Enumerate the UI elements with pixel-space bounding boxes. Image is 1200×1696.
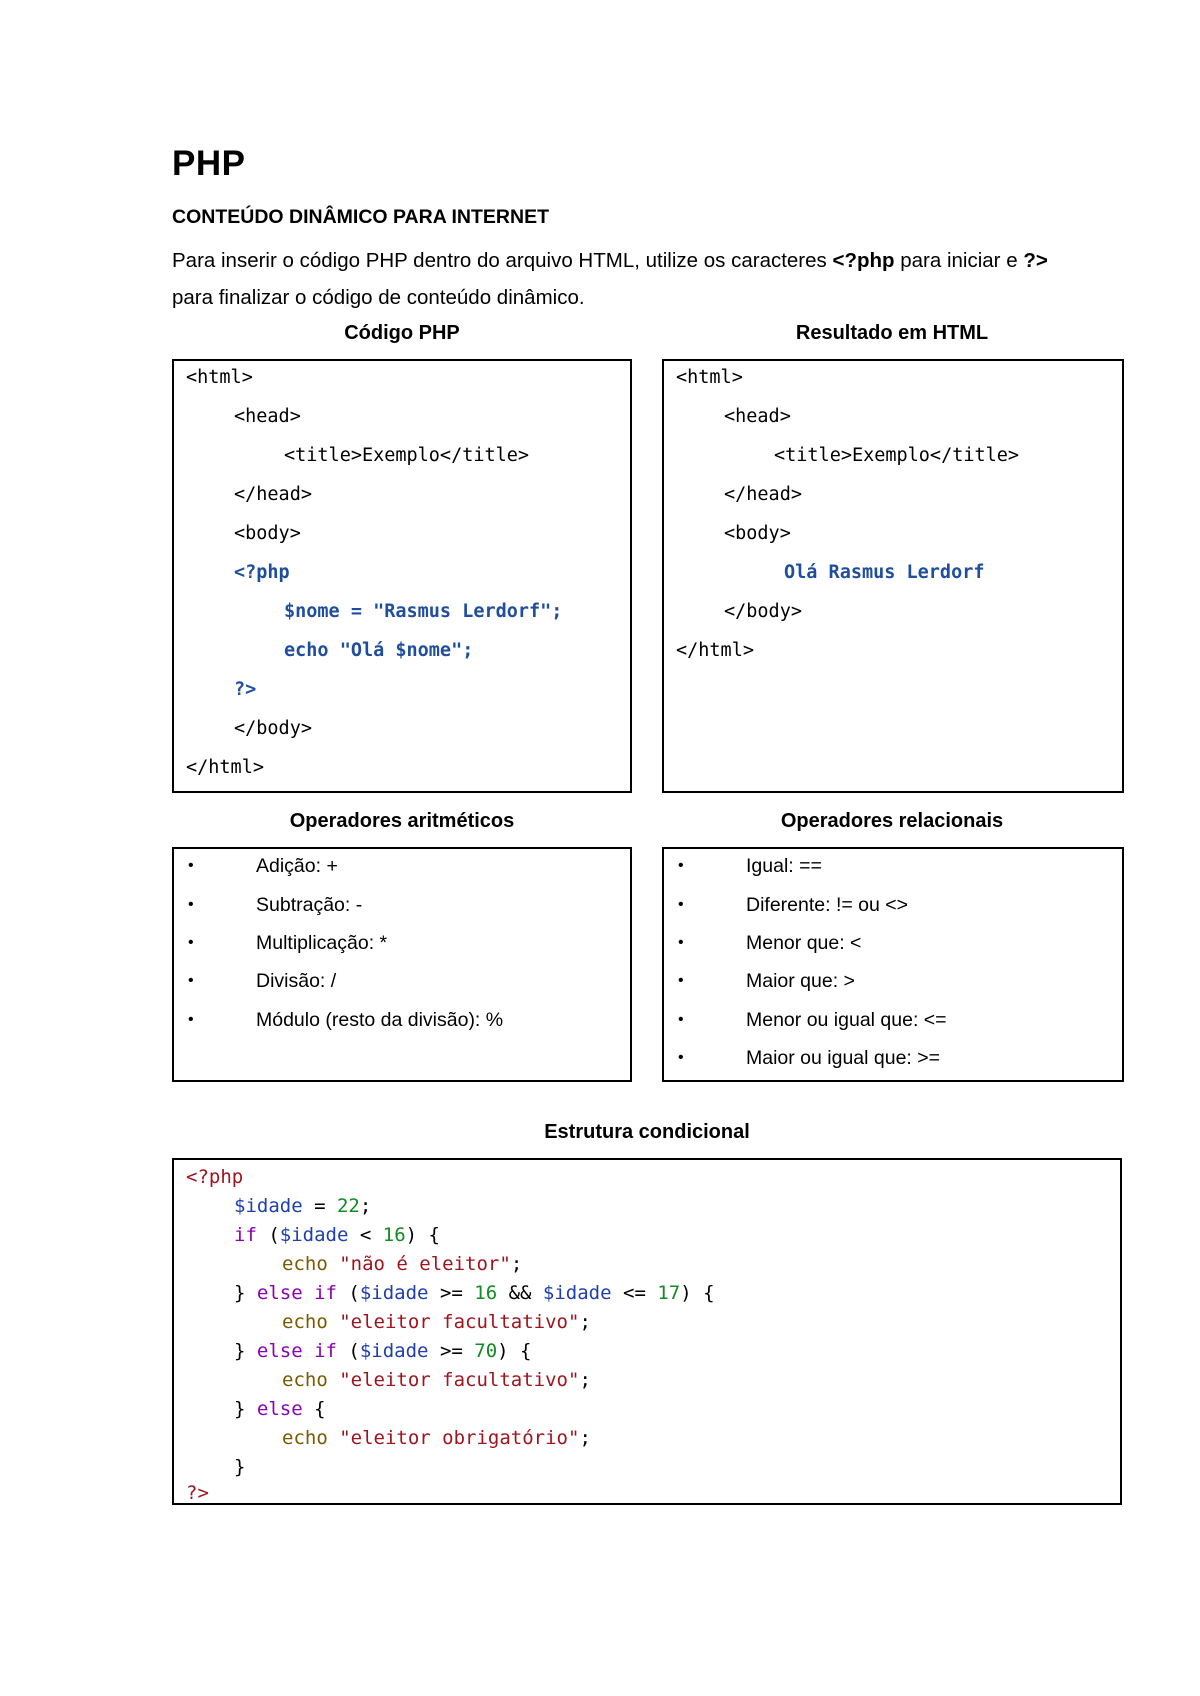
php-code-caption: Código PHP: [344, 322, 460, 344]
code-line: <html>: [186, 367, 253, 388]
code-line-php: ?>: [234, 679, 257, 700]
relational-operators-box: [662, 847, 1124, 1082]
bullet: •: [188, 1011, 194, 1028]
page-subtitle: CONTEÚDO DINÂMICO PARA INTERNET: [172, 206, 549, 228]
list-item-text: Igual: ==: [746, 855, 822, 877]
code-op: &&: [497, 1282, 543, 1304]
code-keyword: if: [234, 1224, 257, 1246]
code-op: <=: [611, 1282, 658, 1304]
list-item-text: Adição: +: [256, 855, 338, 877]
code-line: <body>: [234, 523, 301, 544]
result-line: <head>: [724, 406, 791, 427]
cond-line: if ($idade < 16) {: [234, 1224, 440, 1246]
code-var: $idade: [359, 1340, 429, 1362]
cond-line: [282, 1427, 591, 1449]
list-item-text: Módulo (resto da divisão): %: [256, 1009, 504, 1031]
code-number: 17: [657, 1282, 681, 1304]
conditional-caption: Estrutura condicional: [544, 1121, 750, 1143]
code-number: 70: [474, 1340, 498, 1362]
html-result-box: [662, 359, 1124, 793]
bullet: •: [678, 1011, 684, 1028]
bullet: •: [188, 896, 194, 913]
code-string: "eleitor facultativo": [339, 1369, 580, 1391]
code-number: 22: [336, 1195, 360, 1217]
php-code-box: [172, 359, 632, 793]
intro-open-tag: <?php: [832, 249, 895, 272]
list-item-text: Menor que: <: [746, 932, 862, 954]
intro-close-tag: ?>: [1023, 249, 1048, 272]
intro-text-2: para iniciar e: [894, 249, 1024, 272]
arithmetic-operators-box: [172, 847, 632, 1082]
result-line: </body>: [724, 601, 802, 622]
code-keyword: echo: [282, 1369, 328, 1391]
code-number: 16: [382, 1224, 406, 1246]
arithmetic-caption: Operadores aritméticos: [289, 810, 515, 832]
result-line: <body>: [724, 523, 791, 544]
code-keyword: echo: [282, 1311, 328, 1333]
code-punct: ;: [359, 1195, 372, 1217]
list-item-text: Maior que: >: [746, 970, 855, 992]
code-punct: ;: [579, 1427, 591, 1449]
code-line: <title>Exemplo</title>: [284, 445, 530, 466]
code-keyword: else if: [256, 1282, 337, 1304]
code-op: >=: [428, 1340, 475, 1362]
cond-line: [186, 1166, 243, 1188]
code-line-php: <?php: [234, 562, 290, 583]
code-number: 16: [474, 1282, 498, 1304]
relational-caption: Operadores relacionais: [780, 810, 1004, 832]
intro-paragraph: [172, 242, 1072, 316]
list-item-text: Divisão: /: [256, 970, 337, 992]
bullet: •: [678, 934, 684, 951]
bullet: •: [678, 972, 684, 989]
code-keyword: else if: [256, 1340, 337, 1362]
cond-line: } else if ($idade >= 70) {: [234, 1340, 532, 1362]
bullet: •: [678, 896, 684, 913]
code-var: $idade: [542, 1282, 612, 1304]
cond-line: [282, 1253, 522, 1275]
intro-text-3: para finalizar o código de conteúdo dinâmico.: [172, 286, 585, 309]
code-punct: ;: [510, 1253, 523, 1275]
cond-line: [282, 1369, 591, 1391]
cond-line: [186, 1482, 209, 1504]
code-op: <: [348, 1224, 383, 1246]
list-item-text: Menor ou igual que: <=: [746, 1009, 947, 1031]
page-title: PHP: [172, 144, 246, 183]
code-line: <head>: [234, 406, 301, 427]
cond-line: [282, 1311, 591, 1333]
code-keyword: echo: [282, 1427, 328, 1449]
conditional-code-box: [172, 1158, 1122, 1505]
code-line: </html>: [186, 757, 264, 778]
code-var: $idade: [234, 1195, 303, 1217]
cond-line: } else if ($idade >= 16 && $idade <= 17) {: [234, 1282, 715, 1304]
result-line-output: Olá Rasmus Lerdorf: [784, 562, 985, 583]
code-line-php: echo "Olá $nome";: [284, 640, 474, 661]
code-string: "não é eleitor": [339, 1253, 511, 1275]
list-item-text: Multiplicação: *: [256, 932, 388, 954]
code-keyword: echo: [282, 1253, 328, 1275]
result-line: </head>: [724, 484, 802, 505]
bullet: •: [678, 857, 684, 874]
html-result-caption: Resultado em HTML: [795, 322, 989, 344]
code-punct: ;: [579, 1369, 591, 1391]
code-string: "eleitor facultativo": [339, 1311, 580, 1333]
php-open-tag: <?php: [186, 1166, 244, 1188]
code-line: </head>: [234, 484, 312, 505]
code-var: $idade: [279, 1224, 349, 1246]
list-item-text: Subtração: -: [256, 894, 363, 916]
result-line: <title>Exemplo</title>: [774, 445, 1020, 466]
code-keyword: else: [256, 1398, 303, 1420]
code-string: "eleitor obrigatório": [339, 1427, 580, 1449]
code-line-php: $nome = "Rasmus Lerdorf";: [284, 601, 563, 622]
code-op: =: [302, 1195, 337, 1217]
intro-text-1: Para inserir o código PHP dentro do arquivo HTML, utilize os caracteres: [172, 249, 833, 272]
code-var: $idade: [359, 1282, 429, 1304]
code-punct: ;: [579, 1311, 591, 1333]
bullet: •: [678, 1049, 684, 1066]
list-item-text: Diferente: != ou <>: [746, 894, 909, 916]
bullet: •: [188, 972, 194, 989]
list-item-text: Maior ou igual que: >=: [746, 1047, 941, 1069]
result-line: </html>: [676, 640, 754, 661]
cond-line: [234, 1195, 371, 1217]
cond-line: } else {: [234, 1398, 326, 1420]
code-op: >=: [428, 1282, 475, 1304]
result-line: <html>: [676, 367, 743, 388]
cond-line: }: [234, 1456, 246, 1478]
code-line: </body>: [234, 718, 312, 739]
php-close-tag: ?>: [186, 1482, 209, 1504]
bullet: •: [188, 857, 194, 874]
bullet: •: [188, 934, 194, 951]
